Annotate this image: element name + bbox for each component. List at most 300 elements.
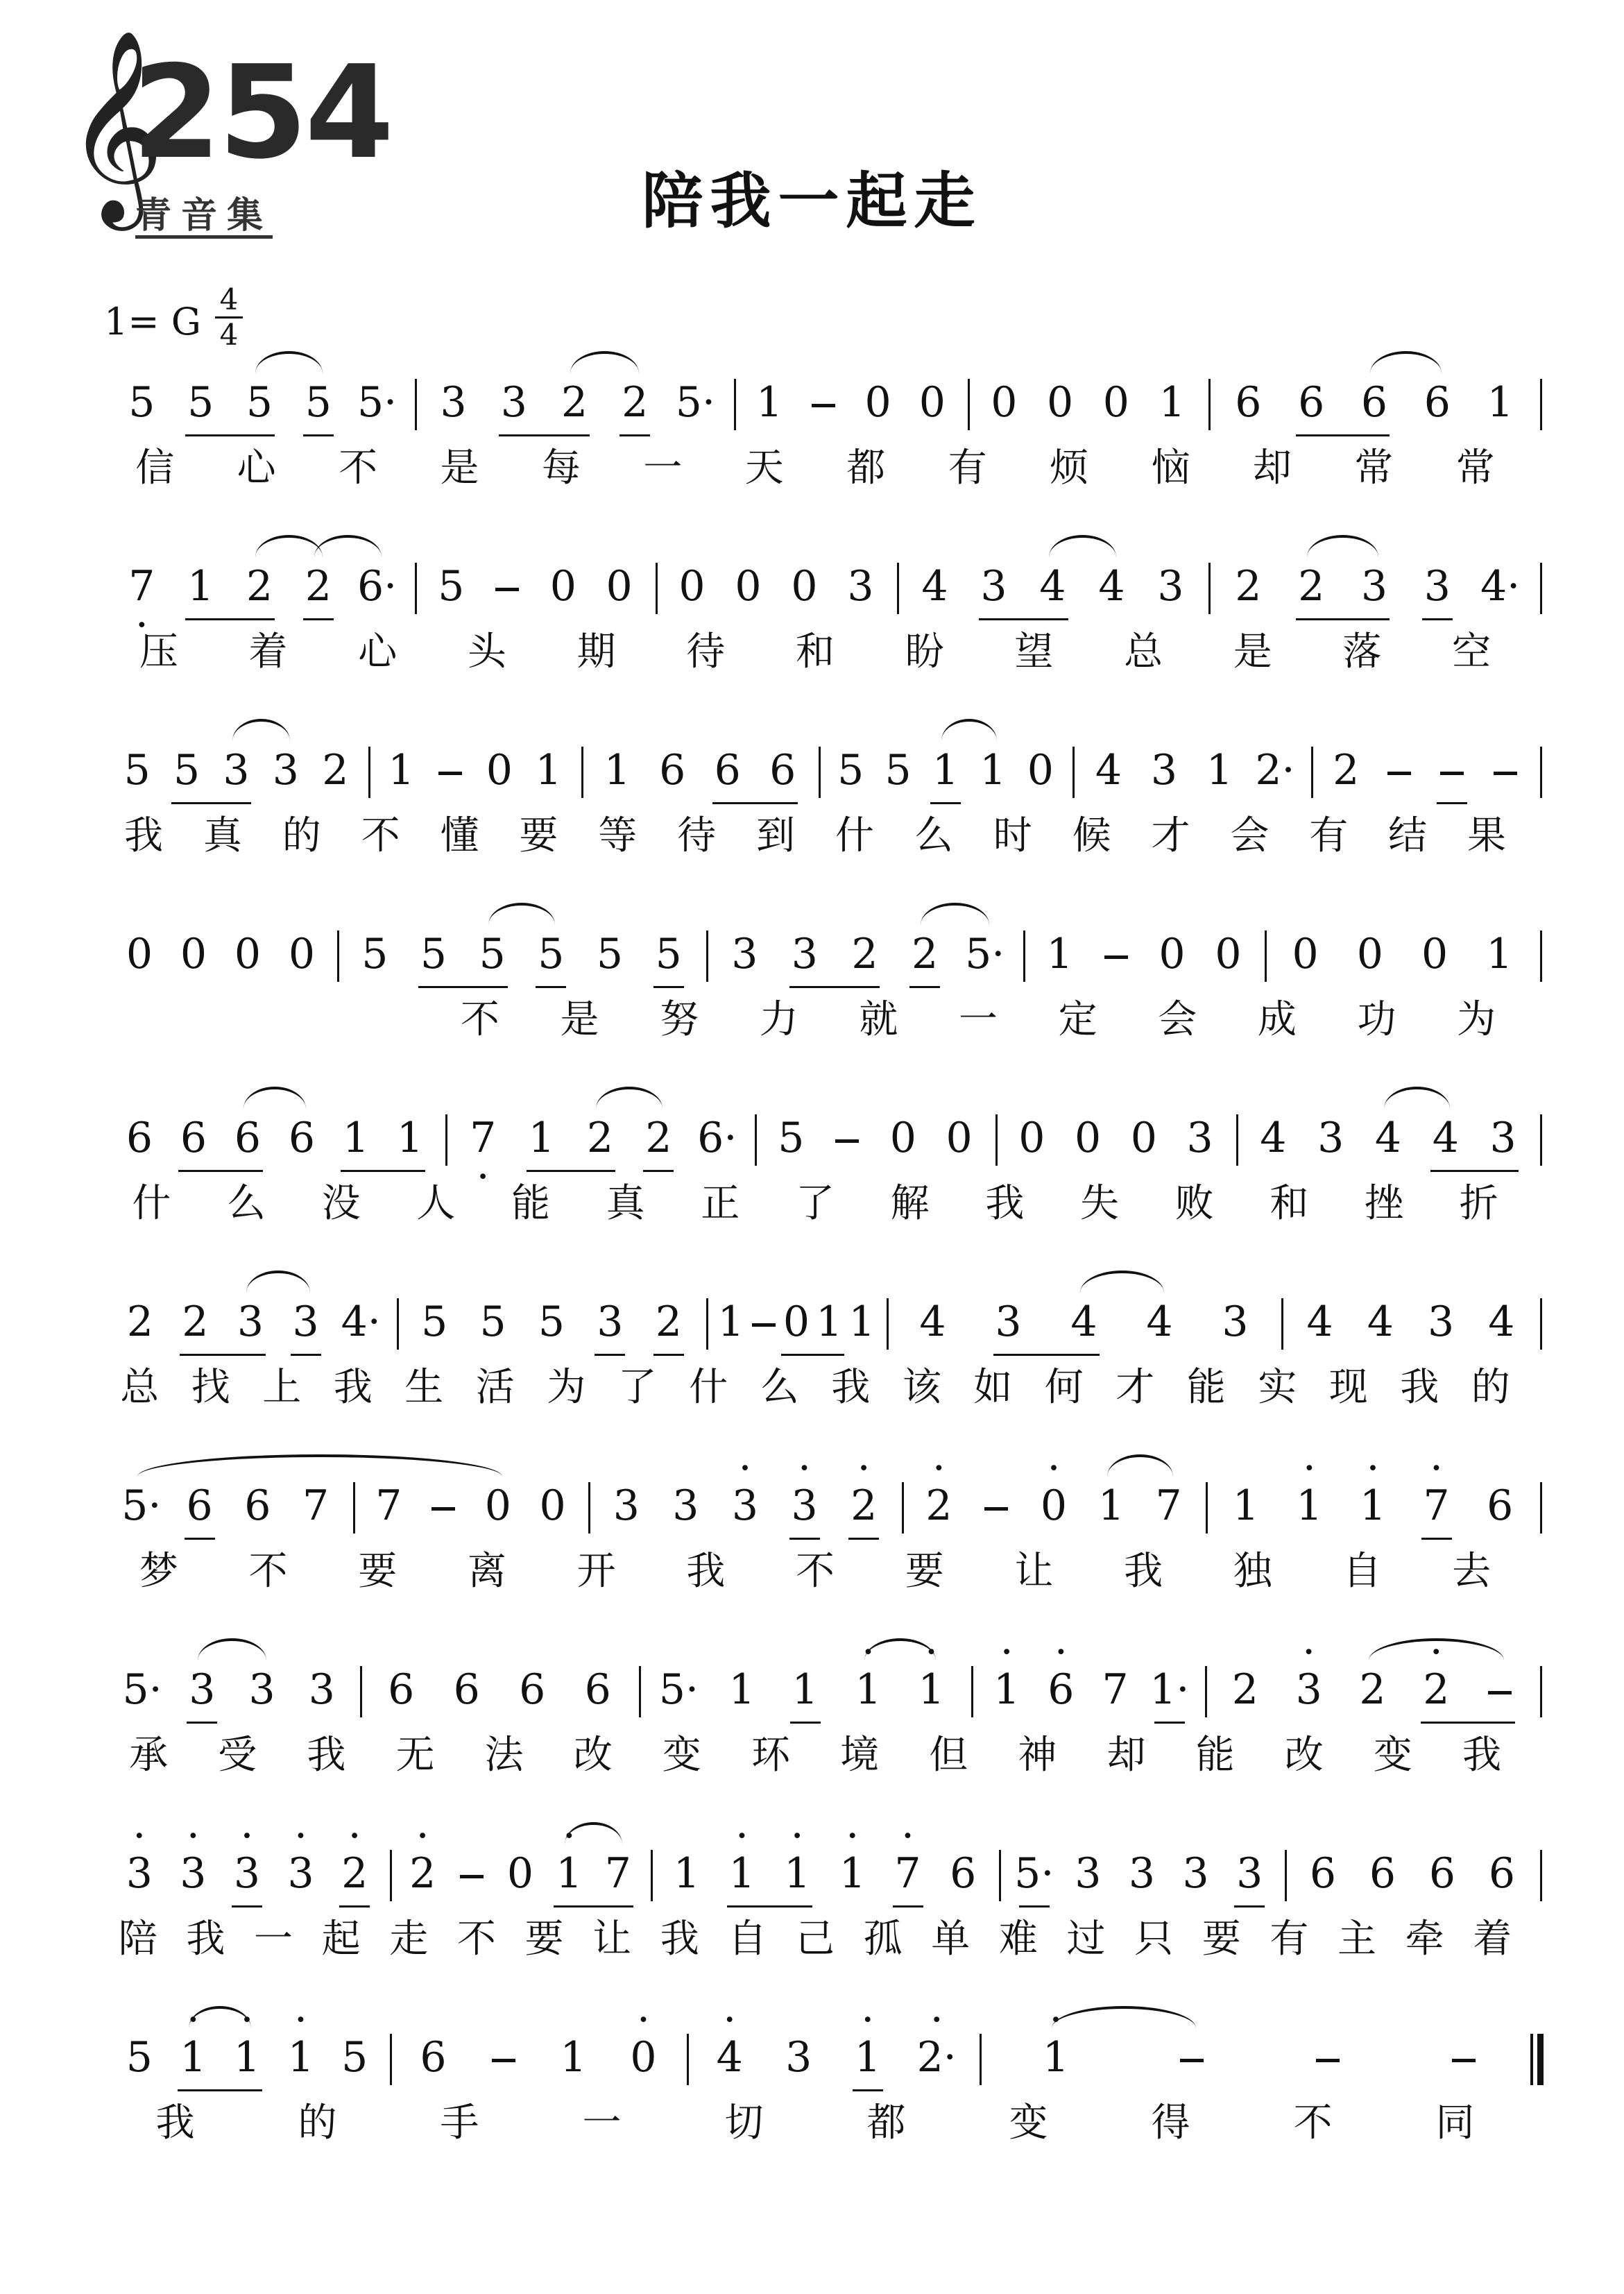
note-text: 7 — [375, 1481, 402, 1530]
note-text: 3 — [1186, 1114, 1213, 1162]
note — [1204, 926, 1253, 982]
note-text: 7 — [604, 1849, 631, 1898]
note — [1410, 926, 1459, 982]
lyric-char: 实 — [1258, 1365, 1297, 1410]
note — [118, 1662, 166, 1717]
barline — [656, 563, 658, 614]
beam-underline — [341, 1170, 425, 1172]
note-text: · 1 — [1296, 1478, 1322, 1533]
note-row — [104, 1478, 1540, 1540]
note-text: 6· — [357, 562, 398, 611]
beam-underline — [187, 1722, 217, 1724]
note — [745, 375, 794, 430]
note — [1412, 1478, 1461, 1533]
note — [1306, 1110, 1355, 1166]
dash — [1488, 1691, 1512, 1694]
lyric-char: 败 — [1174, 1181, 1214, 1226]
note — [655, 1662, 703, 1717]
barline — [397, 1298, 399, 1350]
note — [1287, 375, 1335, 430]
note-text: 4 — [1039, 562, 1066, 611]
note-text: · 1 — [784, 1846, 810, 1901]
note-text: 3 — [1424, 562, 1451, 611]
note-text: 1 — [396, 1114, 424, 1162]
lyric-char: 让 — [1014, 1549, 1054, 1594]
note — [212, 742, 261, 798]
lyric-char: 的 — [298, 2100, 337, 2146]
note-row — [104, 375, 1540, 437]
lyric-char: 该 — [902, 1365, 941, 1410]
lyric-char: 我 — [1400, 1365, 1439, 1410]
beam-underline — [853, 2089, 883, 2091]
barline — [1311, 747, 1313, 798]
beam-underline — [499, 434, 590, 436]
lyric-char: 我 — [686, 1549, 726, 1594]
lyric-char: 望 — [1014, 629, 1054, 674]
note-text: · 2· — [917, 2030, 957, 2085]
note-text: · 1 — [556, 1846, 582, 1901]
note-text: 3 — [731, 930, 758, 978]
barline — [1540, 1482, 1542, 1533]
note-text: 1 — [1046, 930, 1073, 978]
duration-dash — [1304, 2030, 1352, 2085]
lyric-row — [104, 989, 1540, 1058]
note — [912, 2030, 961, 2085]
beam-underline — [171, 802, 251, 804]
note — [1060, 1294, 1109, 1350]
note-text: · 1 — [1360, 1478, 1386, 1533]
beam-underline — [643, 1170, 674, 1172]
dash — [1104, 955, 1128, 959]
note — [1007, 1110, 1056, 1166]
beam-underline — [789, 1538, 820, 1540]
dash — [984, 1507, 1008, 1511]
lyric-char: 和 — [796, 629, 835, 674]
note-text: · 3 — [288, 1846, 314, 1901]
note-text: 3 — [1360, 562, 1388, 611]
lyric-char: 神 — [1018, 1733, 1057, 1778]
note-text: · 7 — [894, 1846, 921, 1901]
duration-dash — [419, 1478, 468, 1533]
lyric-char: 我 — [333, 1365, 373, 1410]
lyric-char: 不 — [456, 1917, 496, 1962]
note — [841, 926, 889, 982]
note — [721, 1478, 769, 1533]
lyric-char: 如 — [973, 1365, 1013, 1410]
dash — [1494, 772, 1517, 775]
note — [527, 926, 575, 982]
lyric-char: 期 — [576, 629, 616, 674]
note-text: 3 — [1150, 746, 1178, 795]
note — [298, 1662, 346, 1717]
note — [586, 926, 634, 982]
beam-underline — [554, 1905, 633, 1908]
lyric-char: 有 — [1270, 1917, 1309, 1962]
note — [1092, 375, 1140, 430]
lyric-row — [104, 2092, 1540, 2161]
note-text: 2 — [655, 1298, 682, 1346]
lyric-char: 会 — [1158, 997, 1197, 1042]
duration-dash — [1092, 926, 1140, 982]
note — [1087, 1478, 1136, 1533]
barline — [971, 1666, 973, 1717]
note — [663, 1846, 711, 1901]
lyric-char: 梦 — [139, 1549, 178, 1594]
note — [908, 375, 957, 430]
note — [720, 926, 769, 982]
beam-underline — [712, 802, 798, 804]
note — [1147, 559, 1195, 614]
note-text: 6 — [388, 1665, 415, 1714]
beam-underline — [1296, 618, 1390, 620]
note — [282, 1294, 330, 1350]
note — [277, 1110, 326, 1166]
lyric-char: 总 — [120, 1365, 160, 1410]
note — [162, 742, 211, 798]
note-text: 0 — [1047, 378, 1074, 427]
note-text: 3 — [248, 1665, 275, 1714]
beam-underline — [1437, 802, 1467, 804]
note-text: 6 — [1309, 1849, 1337, 1898]
note-text: 4 — [1367, 1298, 1394, 1346]
note-row — [104, 2030, 1540, 2092]
note-text: 6 — [1298, 378, 1325, 427]
barline — [1023, 931, 1025, 982]
lyric-char: 能 — [1195, 1733, 1235, 1778]
barline — [1281, 1298, 1283, 1350]
note-text: 0 — [735, 562, 762, 611]
lyric-char: 解 — [890, 1181, 930, 1226]
beam-underline — [848, 1538, 879, 1540]
lyric-char: 什 — [835, 813, 874, 858]
note — [117, 1478, 166, 1533]
note-text: · 1 — [993, 1662, 1020, 1717]
lyric-char: 要 — [524, 1917, 564, 1962]
score-system — [104, 2030, 1540, 2168]
duration-dash — [1476, 1662, 1524, 1717]
note-text: 1 — [388, 746, 415, 795]
barline — [390, 2034, 392, 2085]
note — [1088, 559, 1136, 614]
dash — [1316, 2059, 1340, 2062]
note-text: 2 — [322, 746, 349, 795]
dash — [1180, 2059, 1204, 2062]
barline — [1208, 379, 1211, 430]
lyric-char: 一 — [643, 445, 683, 491]
note-text: · 2 — [1423, 1662, 1449, 1717]
note — [1476, 375, 1525, 430]
slur — [1049, 535, 1116, 557]
note-text: 0 — [1356, 930, 1383, 978]
barline — [1540, 379, 1542, 430]
note — [718, 1662, 767, 1717]
note — [429, 375, 478, 430]
note-text: 1 — [792, 1665, 819, 1714]
note — [527, 1294, 576, 1350]
score-system — [104, 742, 1540, 881]
slur — [596, 1087, 663, 1109]
note-text: 6 — [1235, 378, 1262, 427]
note — [718, 1846, 767, 1901]
note-text: · 1 — [180, 2030, 206, 2085]
lyric-char: 每 — [541, 445, 581, 491]
lyric-char: 我 — [307, 1733, 346, 1778]
note — [724, 559, 773, 614]
note — [176, 559, 225, 614]
beam-underline — [789, 986, 880, 988]
note-text: · 3 — [732, 1478, 758, 1533]
note-text: 0 — [180, 930, 207, 978]
lyric-char: 时 — [993, 813, 1032, 858]
lyric-char: 找 — [191, 1365, 230, 1410]
note — [921, 742, 970, 798]
note — [1475, 926, 1523, 982]
note — [935, 1110, 984, 1166]
lyric-char: 折 — [1459, 1181, 1498, 1226]
lyric-char: 头 — [467, 629, 506, 674]
dash — [835, 1139, 859, 1143]
slur — [314, 535, 382, 557]
note — [117, 375, 166, 430]
note-text: 0 — [486, 746, 513, 795]
note-text: 2 — [1231, 1665, 1258, 1714]
score-system — [104, 1846, 1540, 1985]
slur — [255, 351, 323, 373]
note — [294, 559, 343, 614]
lyric-char: 都 — [866, 2100, 906, 2146]
note — [1281, 926, 1330, 982]
note — [524, 742, 573, 798]
note-text: 1 — [848, 1298, 875, 1346]
lyric-char: 不 — [460, 997, 499, 1042]
note-text: 5· — [675, 378, 716, 427]
beam-underline — [339, 1905, 370, 1908]
note-text: 5 — [420, 930, 447, 978]
note — [1140, 742, 1188, 798]
lyric-char: 了 — [796, 1181, 835, 1226]
dash — [495, 588, 519, 591]
note — [353, 559, 402, 614]
dash — [812, 404, 835, 407]
note-text: 5· — [357, 378, 398, 427]
beam-underline — [653, 1354, 684, 1356]
note-text: 5 — [479, 1298, 506, 1346]
note-text: 6 — [1369, 1849, 1396, 1898]
barline — [1206, 1482, 1208, 1533]
note-text: 0 — [678, 562, 706, 611]
lyric-char: 得 — [1151, 2100, 1190, 2146]
note-text: 1 — [756, 378, 783, 427]
note — [1421, 1110, 1470, 1166]
lyric-char: 境 — [840, 1733, 880, 1778]
note — [844, 1662, 893, 1717]
note — [1211, 1294, 1260, 1350]
score-system — [104, 375, 1540, 513]
lyric-char: 果 — [1467, 813, 1507, 858]
final-barline — [1530, 2034, 1533, 2085]
barline — [1265, 931, 1267, 982]
note — [758, 742, 807, 798]
barline — [1285, 1850, 1287, 1901]
note — [545, 1846, 593, 1901]
note-text: 0 — [484, 1481, 511, 1530]
dash — [1440, 772, 1464, 775]
lyric-char: 但 — [929, 1733, 968, 1778]
note-text: 4 — [919, 1298, 946, 1346]
lyric-char: 切 — [724, 2100, 764, 2146]
note-text: 6 — [420, 2033, 447, 2082]
note — [911, 559, 959, 614]
note-text: · 1 — [728, 1846, 755, 1901]
lyric-char: 我 — [831, 1365, 871, 1410]
lyric-char: 信 — [135, 445, 175, 491]
lyric-char: 能 — [511, 1181, 550, 1226]
note — [459, 1110, 507, 1166]
barline — [651, 1850, 653, 1901]
note — [409, 2030, 458, 2085]
note-text: 0 — [539, 1481, 566, 1530]
lyric-char: 主 — [1337, 1917, 1376, 1962]
beam-underline — [909, 986, 940, 988]
note-text: 6 — [288, 1114, 316, 1162]
note — [693, 1110, 742, 1166]
time-signature — [215, 284, 243, 350]
slur — [921, 903, 989, 925]
note — [115, 2030, 164, 2085]
lyric-char: 恼 — [1151, 445, 1190, 491]
note — [226, 1294, 275, 1350]
note-text: · 1 — [839, 1846, 866, 1901]
note-text: 3 — [995, 1298, 1022, 1346]
barline — [755, 1114, 757, 1166]
note — [837, 1294, 886, 1350]
beam-underline — [781, 1354, 844, 1356]
lyric-char: 着 — [248, 629, 288, 674]
note — [610, 375, 659, 430]
lyric-char: 孤 — [863, 1917, 903, 1962]
lyric-char: 是 — [560, 997, 599, 1042]
note — [1249, 1110, 1297, 1166]
note-text: 3 — [1128, 1849, 1156, 1898]
lyric-char: 烦 — [1050, 445, 1089, 491]
beam-underline — [1019, 1905, 1050, 1908]
lyric-char: 变 — [1373, 1733, 1412, 1778]
note-text: 7 — [1102, 1665, 1129, 1714]
lyric-char: 到 — [756, 813, 796, 858]
note-text: 5 — [778, 1114, 805, 1162]
lyric-char: 却 — [1106, 1733, 1146, 1778]
note-text: 5 — [173, 746, 200, 795]
duration-dash — [1439, 2030, 1488, 2085]
note-row — [104, 1294, 1540, 1357]
note-text: · 1 — [855, 1662, 881, 1717]
lyric-char: 压 — [139, 629, 178, 674]
beam-underline — [1430, 1170, 1519, 1172]
note — [594, 1846, 642, 1901]
duration-dash — [1168, 2030, 1216, 2085]
note-text: · 0 — [630, 2030, 656, 2085]
note-text: 0 — [889, 1114, 916, 1162]
note-row — [104, 559, 1540, 621]
note-text: 1 — [1159, 378, 1186, 427]
note-text: 3 — [308, 1665, 335, 1714]
beam-underline — [653, 986, 684, 988]
lyric-char: 自 — [728, 1917, 767, 1962]
note — [1222, 1478, 1270, 1533]
note — [780, 926, 829, 982]
lyric-row — [104, 805, 1540, 874]
lyric-char: 我 — [123, 813, 163, 858]
note-text: 0 — [549, 562, 576, 611]
note — [879, 1110, 928, 1166]
note-text: 6 — [186, 1481, 213, 1530]
note — [1145, 1478, 1193, 1533]
beam-underline — [527, 1170, 615, 1172]
note-text: 5 — [361, 930, 388, 978]
note-text: · 2 — [409, 1846, 436, 1901]
note-text: 5· — [658, 1665, 699, 1714]
beam-underline — [595, 1354, 625, 1356]
note-text: 3 — [597, 1298, 624, 1346]
barline — [1072, 747, 1075, 798]
note-text: 6 — [453, 1665, 480, 1714]
note-text: 3 — [791, 930, 818, 978]
barline — [1540, 563, 1542, 614]
lyric-row — [104, 1540, 1540, 1610]
lyric-char: 能 — [1186, 1365, 1226, 1410]
note-text: · 4 — [717, 2030, 743, 2085]
beam-underline — [180, 1354, 266, 1356]
key-text: 1= G — [104, 300, 201, 343]
note — [907, 1662, 956, 1717]
note-text: · 1 — [1043, 2030, 1069, 2085]
lyric-char: 有 — [948, 445, 987, 491]
duration-dash — [1375, 742, 1424, 798]
note — [644, 1294, 693, 1350]
note — [1285, 1478, 1333, 1533]
note — [115, 1110, 164, 1166]
barline — [819, 747, 821, 798]
beam-underline — [232, 1905, 262, 1908]
lyric-char: 不 — [248, 1549, 288, 1594]
lyric-char: 落 — [1342, 629, 1382, 674]
note-text: 5 — [126, 2033, 153, 2082]
note-text: 6· — [697, 1114, 737, 1162]
note-text: 2 — [586, 1114, 614, 1162]
lyric-char: 同 — [1435, 2100, 1475, 2146]
note — [223, 926, 272, 982]
note-text: 5 — [538, 1298, 565, 1346]
logo-number: 254 — [132, 37, 392, 187]
note — [1036, 926, 1084, 982]
note-text: 3 — [1236, 1849, 1263, 1898]
note — [1478, 1846, 1526, 1901]
barline — [368, 747, 370, 798]
note — [1029, 559, 1077, 614]
note — [169, 1110, 218, 1166]
beam-underline — [979, 618, 1068, 620]
lyric-char: 手 — [440, 2100, 479, 2146]
note — [1063, 1110, 1112, 1166]
note — [490, 375, 538, 430]
slur — [246, 1271, 310, 1293]
lyric-char: 我 — [155, 2100, 195, 2146]
note-text: 4 — [1488, 1298, 1515, 1346]
note-text: 1 — [535, 746, 562, 795]
lyric-char: 等 — [598, 813, 638, 858]
lyric-char: 走 — [389, 1917, 429, 1962]
barline — [360, 1666, 362, 1717]
